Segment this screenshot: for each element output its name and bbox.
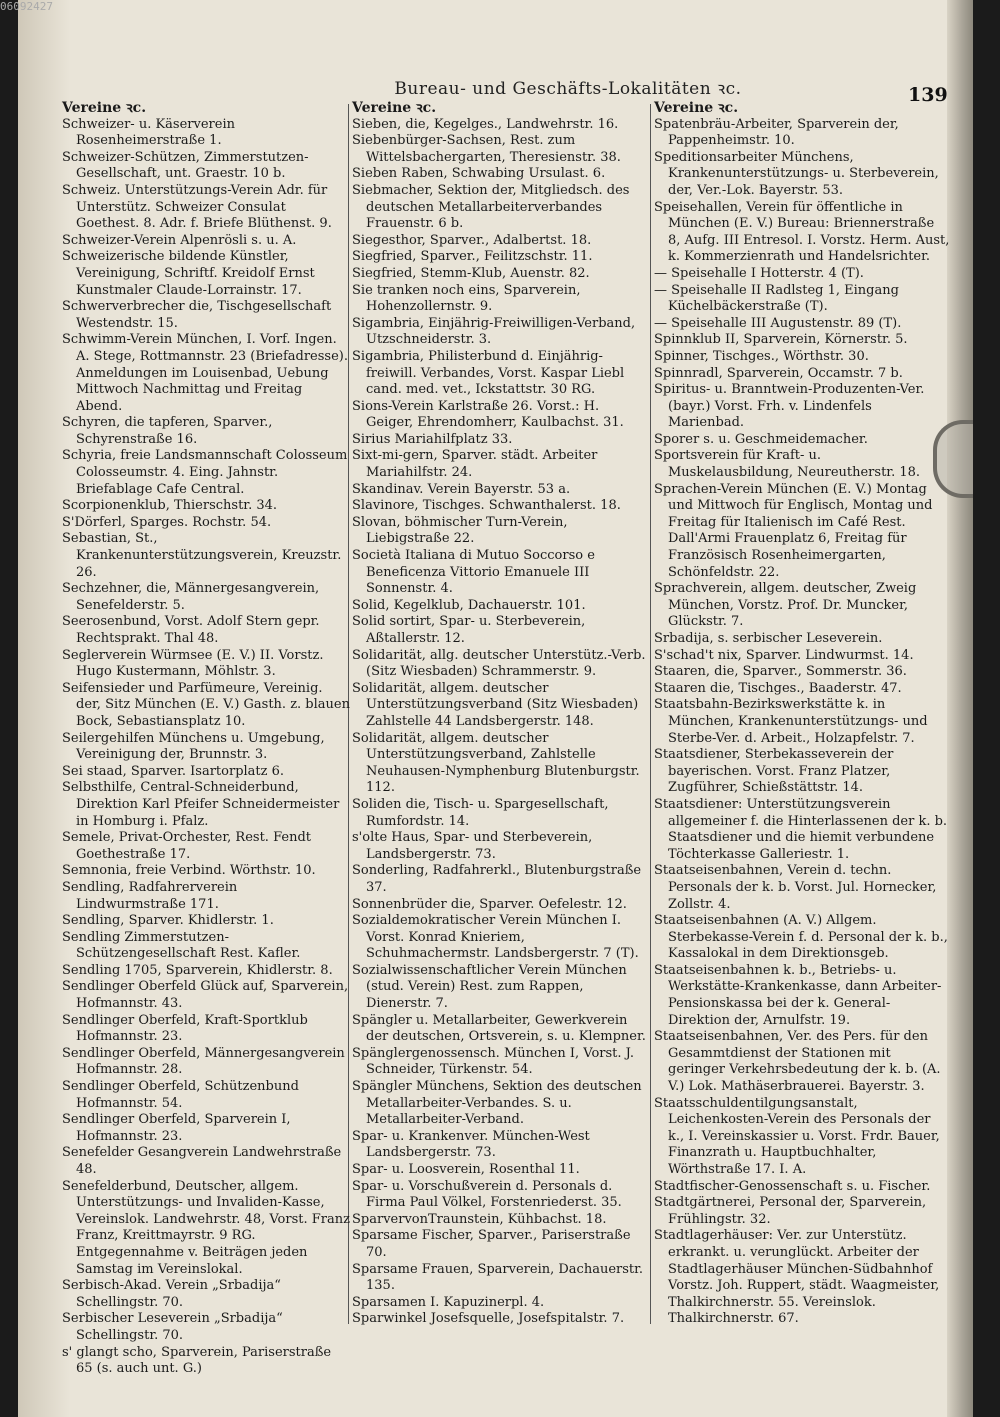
directory-entry: Spar- u. Loosverein, Rosenthal 11. — [352, 1162, 580, 1177]
directory-entry: Speisehallen, Verein für öffentliche in München (E. V.) Bureau: Briennerstraße 8, Aufg. III Entresol. I. Vorstz. Herm. Aust, k. Kommerzienrath und Handelsrichter. — [654, 199, 950, 265]
directory-entry: S'schad't nix, Sparver. Lindwurmst. 14. — [654, 647, 914, 663]
scan-id: 06092427 — [0, 0, 53, 13]
directory-entry: Sei staad, Sparver. Isartorplatz 6. — [62, 763, 285, 779]
directory-entry: Sigambria, Einjährig-Freiwilligen-Verband, Utzschneiderstr. 3. — [352, 315, 636, 348]
directory-entry: s' glangt scho, Sparverein, Pariserstraße 65 (s. auch unt. G.) — [62, 1344, 332, 1377]
directory-entry: Siegfried, Stemm-Klub, Auenstr. 82. — [352, 265, 590, 281]
directory-entry: Solidarität, allgem. deutscher Unterstützungsverband, Zahlstelle Neuhausen-Nymphenburg Blutenburgstr. 112. — [352, 730, 640, 796]
directory-entry: Schyria, freie Landsmannschaft Colosseum Colosseumstr. 4. Eing. Jahnstr. Briefablage Cafe Central. — [62, 448, 348, 497]
directory-entry: Sebastian, St., Krankenunterstützungsverein, Kreuzstr. 26. — [62, 531, 342, 580]
directory-entry: Sprachen-Verein München (E. V.) Montag und Mittwoch für Englisch, Montag und Freitag für Italienisch im Café Rest. Dall'Armi Frauenplatz 6, Freitag für Französisch Rosenheimergarten, Schönfeldstr. 22. — [654, 481, 933, 580]
directory-entry: Solidarität, allg. deutscher Unterstütz.-Verb. (Sitz Wiesbaden) Schrammerstr. 9. — [352, 647, 646, 680]
directory-entry: Solid sortirt, Spar- u. Sterbeverein, Aßtallerstr. 12. — [352, 614, 586, 646]
directory-entry: Schweizer-Verein Alpenrösli s. u. A. — [62, 232, 297, 248]
directory-entry: Spinnklub II, Sparverein, Körnerstr. 5. — [654, 332, 908, 348]
directory-entry: Sieben, die, Kegelges., Landwehrstr. 16. — [352, 116, 619, 132]
directory-entry: Staatsdiener, Sterbekasseverein der bayerischen. Vorst. Franz Platzer, Zugführer, Schießstättstr. 14. — [654, 747, 894, 796]
directory-entry: Selbsthilfe, Central-Schneiderbund, Direktion Karl Pfeifer Schneidermeister in Homburg i. Pfalz. — [62, 780, 340, 829]
directory-entry: Sozialdemokratischer Verein München I. Vorst. Konrad Knieriem, Schuhmachermstr. Landsbergerstr. 7 (T). — [352, 913, 639, 962]
directory-entry: Sparwinkel Josefsquelle, Josefspitalstr. 7. — [352, 1311, 625, 1327]
column-heading: Vereine ꝛc. — [654, 100, 739, 116]
directory-entry: Semnonia, freie Verbind. Wörthstr. 10. — [62, 863, 316, 879]
directory-entry: — Speisehalle II Radlsteg 1, Eingang Küchelbäckerstraße (T). — [654, 282, 899, 315]
page-stack-edge — [947, 0, 973, 1417]
directory-entry: Slavinore, Tischges. Schwanthalerst. 18. — [352, 498, 621, 514]
directory-entry: Staatseisenbahnen, Verein d. techn. Personals der k. b. Vorst. Jul. Hornecker, Zollstr. 4. — [654, 863, 937, 912]
directory-entry: Schwerverbrecher die, Tischgesellschaft Westendstr. 15. — [62, 299, 332, 331]
directory-entry: Spinner, Tischges., Wörthstr. 30. — [654, 348, 869, 364]
directory-entry: Staatsschuldentilgungsanstalt, Leichenkosten-Verein des Personals der k., I. Vereinskassier u. Vorst. Frdr. Bauer, Finanzrath u. Hauptbuchhalter, Wörthstraße 17. I. A. — [654, 1095, 940, 1177]
directory-entry: Seifensieder und Parfümeure, Vereinig. der, Sitz München (E. V.) Gasth. z. blauen Bock, Sebastiansplatz 10. — [62, 680, 350, 729]
directory-entry: Stadtlagerhäuser: Ver. zur Unterstütz. erkrankt. u. verunglückt. Arbeiter der Stadtlagerhäuser München-Südbahnhof Vorstz. Joh. Ruppert, städt. Waagmeister, Thalkirchnerstr. 55. Vereinslok. Thalkirchnerstr. 67. — [654, 1228, 940, 1327]
directory-entry: Srbadija, s. serbischer Leseverein. — [654, 631, 883, 646]
directory-entry: Spiritus- u. Branntwein-Produzenten-Ver. (bayr.) Vorst. Frh. v. Lindenfels Marienbad. — [654, 382, 925, 431]
directory-entry: Staatseisenbahnen, Ver. des Pers. für den Gesammtdienst der Stationen mit geringer Verkehrsbedeutung der k. b. (A. V.) Lok. Mathäserbrauerei. Bayerstr. 3. — [654, 1029, 941, 1095]
directory-entry: Sparsame Fischer, Sparver., Pariserstraße 70. — [352, 1228, 631, 1260]
directory-entry: Staatsdiener: Unterstützungsverein allgemeiner f. die Hinterlassenen der k. b. Staatsdiener und die hiemit verbundene Töchterkasse Galleriestr. 1. — [654, 796, 948, 862]
directory-entry: Sixt-mi-gern, Sparver. städt. Arbeiter Mariahilfstr. 24. — [352, 448, 598, 481]
directory-entry: Società Italiana di Mutuo Soccorso e Beneficenza Vittorio Emanuele III Sonnenstr. 4. — [352, 548, 595, 597]
directory-entry: Schyren, die tapferen, Sparver., Schyrenstraße 16. — [62, 415, 273, 447]
directory-entry: Sonnenbrüder die, Sparver. Oefelestr. 12. — [352, 896, 627, 912]
directory-entry: Serbisch-Akad. Verein „Srbadija“ Schellingstr. 70. — [62, 1278, 281, 1310]
directory-entry: Seerosenbund, Vorst. Adolf Stern gepr. Rechtsprakt. Thal 48. — [62, 614, 320, 646]
directory-entry: Siegesthor, Sparver., Adalbertst. 18. — [352, 232, 592, 248]
directory-entry: Soliden die, Tisch- u. Spargesellschaft, Rumfordstr. 14. — [352, 796, 609, 829]
directory-entry: Sendling Zimmerstutzen-Schützengesellschaft Rest. Kafler. — [62, 929, 301, 962]
directory-entry: Seilergehilfen Münchens u. Umgebung, Vereinigung der, Brunnstr. 3. — [62, 730, 325, 763]
directory-entry: Staaren, die, Sparver., Sommerstr. 36. — [654, 664, 907, 680]
directory-entry: Spänglergenossensch. München I, Vorst. J. Schneider, Türkenstr. 54. — [352, 1045, 634, 1078]
directory-entry: Staatseisenbahnen k. b., Betriebs- u. Werkstätte-Krankenkasse, dann Arbeiter-Pensionskassa bei der k. General-Direktion der, Arnulfstr. 19. — [654, 962, 942, 1028]
directory-entry: Staatsbahn-Bezirkswerkstätte k. in München, Krankenunterstützungs- und Sterbe-Ver. d. Arbeit., Holzapfelstr. 7. — [654, 697, 928, 746]
column-3 — [654, 100, 950, 1328]
directory-page — [18, 0, 973, 1417]
directory-entry: Serbischer Leseverein „Srbadija“ Schellingstr. 70. — [62, 1311, 283, 1343]
directory-entry: Sendling, Sparver. Khidlerstr. 1. — [62, 913, 274, 929]
directory-entry: Staatseisenbahnen (A. V.) Allgem. Sterbekasse-Verein f. d. Personal der k. b., Kassalokal in dem Direktionsgeb. — [654, 913, 948, 962]
directory-entry: — Speisehalle III Augustenstr. 89 (T). — [654, 315, 902, 331]
running-header: Bureau- und Geschäfts-Lokalitäten ꝛc. — [394, 79, 742, 99]
directory-entry: Skandinav. Verein Bayerstr. 53 a. — [352, 481, 571, 497]
column-heading: Vereine ꝛc. — [352, 100, 437, 116]
directory-entry: Speditionsarbeiter Münchens, Krankenunterstützungs- u. Sterbeverein, der, Ver.-Lok. Bayerstr. 53. — [654, 149, 939, 198]
directory-entry: Schwimm-Verein München, I. Vorf. Ingen. A. Stege, Rottmannstr. 23 (Briefadresse). Anmeldungen im Louisenbad, Uebung Mittwoch Nachmittag und Freitag Abend. — [62, 332, 348, 414]
directory-entry: Sprachverein, allgem. deutscher, Zweig München, Vorstz. Prof. Dr. Muncker, Glückstr. 7. — [654, 581, 917, 630]
directory-entry: Sie tranken noch eins, Sparverein, Hohenzollernstr. 9. — [352, 282, 581, 315]
directory-entry: Senefelderbund, Deutscher, allgem. Unterstützungs- und Invaliden-Kasse, Vereinslok. Landwehrstr. 48, Vorst. Franz Franz, Kreittmayrstr. 9 RG. Entgegennahme v. Beiträgen jeden Samstag im Vereinslokal. — [62, 1178, 350, 1277]
directory-entry: Stadtfischer-Genossenschaft s. u. Fischer. — [654, 1178, 931, 1194]
directory-entry: Sieben Raben, Schwabing Ursulast. 6. — [352, 166, 606, 182]
directory-entry: Semele, Privat-Orchester, Rest. Fendt Goethestraße 17. — [62, 830, 311, 862]
directory-entry: Schweiz. Unterstützungs-Verein Adr. für Unterstütz. Schweizer Consulat Goethest. 8. Adr. f. Briefe Blüthenst. 9. — [62, 182, 332, 232]
directory-entry: Schweizer-Schützen, Zimmerstutzen-Gesellschaft, unt. Graestr. 10 b. — [62, 149, 309, 182]
directory-entry: Sendlinger Oberfeld, Kraft-Sportklub Hofmannstr. 23. — [62, 1012, 308, 1045]
directory-entry: Sparsamen I. Kapuzinerpl. 4. — [352, 1294, 545, 1310]
directory-entry: Sirius Mariahilfplatz 33. — [352, 431, 513, 447]
directory-entry: s'olte Haus, Spar- und Sterbeverein, Landsbergerstr. 73. — [352, 830, 593, 862]
directory-entry: Siebmacher, Sektion der, Mitgliedsch. des deutschen Metallarbeiterverbandes Frauenstr. 6 b. — [352, 182, 630, 232]
directory-entry: Staaren die, Tischges., Baaderstr. 47. — [654, 680, 902, 696]
directory-entry: Sportsverein für Kraft- u. Muskelausbildung, Neureutherstr. 18. — [654, 448, 921, 481]
directory-entry: Sendling, Radfahrerverein Lindwurmstraße 171. — [62, 879, 238, 912]
directory-entry: Sions-Verein Karlstraße 26. Vorst.: H. Geiger, Ehrendomherr, Kaulbachst. 31. — [352, 398, 624, 431]
column-1 — [62, 100, 350, 1378]
directory-entry: Spar- u. Krankenver. München-West Landsbergerstr. 73. — [352, 1128, 590, 1161]
column-heading: Vereine ꝛc. — [62, 100, 147, 116]
directory-entry: Sparsame Frauen, Sparverein, Dachauerstr. 135. — [352, 1261, 644, 1294]
directory-entry: Solid, Kegelklub, Dachauerstr. 101. — [352, 597, 586, 613]
directory-entry: Sporer s. u. Geschmeidemacher. — [654, 431, 868, 447]
directory-entry: Slovan, böhmischer Turn-Verein, Liebigstraße 22. — [352, 514, 568, 547]
directory-entry: Spängler Münchens, Sektion des deutschen Metallarbeiter-Verbandes. S. u. Metallarbeiter-Verband. — [352, 1079, 642, 1128]
directory-entry: — Speisehalle I Hotterstr. 4 (T). — [654, 265, 864, 281]
directory-entry: S'Dörferl, Sparges. Rochstr. 54. — [62, 514, 272, 530]
page-number: 139 — [908, 84, 948, 106]
column-rule — [650, 104, 651, 1324]
directory-entry: Schweizerische bildende Künstler, Vereinigung, Schriftf. Kreidolf Ernst Kunstmaler Claude-Lorrainstr. 17. — [62, 249, 315, 298]
directory-entry: Sendlinger Oberfeld, Männergesangverein Hofmannstr. 28. — [62, 1045, 345, 1078]
directory-entry: Scorpionenklub, Thierschstr. 34. — [62, 498, 278, 514]
directory-entry: Schweizer- u. Käserverein Rosenheimerstraße 1. — [62, 116, 235, 149]
directory-entry: Stadtgärtnerei, Personal der, Sparverein, Frühlingstr. 32. — [654, 1195, 927, 1227]
directory-entry: Sendling 1705, Sparverein, Khidlerstr. 8. — [62, 962, 333, 978]
directory-entry: Spängler u. Metallarbeiter, Gewerkverein der deutschen, Ortsverein, s. u. Klempner. — [352, 1012, 646, 1045]
directory-entry: Sozialwissenschaftlicher Verein München (stud. Verein) Rest. zum Rappen, Dienerstr. 7. — [352, 962, 627, 1012]
directory-entry: Spatenbräu-Arbeiter, Sparverein der, Pappenheimstr. 10. — [654, 116, 899, 149]
directory-entry: Spinnradl, Sparverein, Occamstr. 7 b. — [654, 365, 903, 381]
directory-entry: Spar- u. Vorschußverein d. Personals d. Firma Paul Völkel, Forstenriederst. 35. — [352, 1178, 622, 1211]
directory-entry: Siegfried, Sparver., Feilitzschstr. 11. — [352, 249, 593, 265]
directory-entry: Senefelder Gesangverein Landwehrstraße 48. — [62, 1145, 342, 1177]
directory-entry: Sigambria, Philisterbund d. Einjährig-freiwill. Verbandes, Vorst. Kaspar Liebl cand. med. vet., Ickstattstr. 30 RG. — [352, 348, 625, 398]
directory-entry: Sendlinger Oberfeld, Sparverein I, Hofmannstr. 23. — [62, 1112, 291, 1144]
directory-entry: Solidarität, allgem. deutscher Unterstützungsverband (Sitz Wiesbaden) Zahlstelle 44 Landsbergerstr. 148. — [352, 680, 639, 729]
directory-entry: Sonderling, Radfahrerkl., Blutenburgstraße 37. — [352, 863, 642, 895]
directory-entry: SparvervonTraunstein, Kühbachst. 18. — [352, 1211, 607, 1227]
directory-entry: Sendlinger Oberfeld, Schützenbund Hofmannstr. 54. — [62, 1079, 299, 1111]
directory-entry: Sechzehner, die, Männergesangverein, Senefelderstr. 5. — [62, 581, 320, 613]
column-2 — [352, 100, 648, 1328]
directory-entry: Seglerverein Würmsee (E. V.) II. Vorstz. Hugo Kustermann, Möhlstr. 3. — [62, 647, 324, 680]
directory-entry: Siebenbürger-Sachsen, Rest. zum Wittelsbachergarten, Theresienstr. 38. — [352, 133, 621, 165]
directory-entry: Sendlinger Oberfeld Glück auf, Sparverein, Hofmannstr. 43. — [62, 979, 349, 1012]
